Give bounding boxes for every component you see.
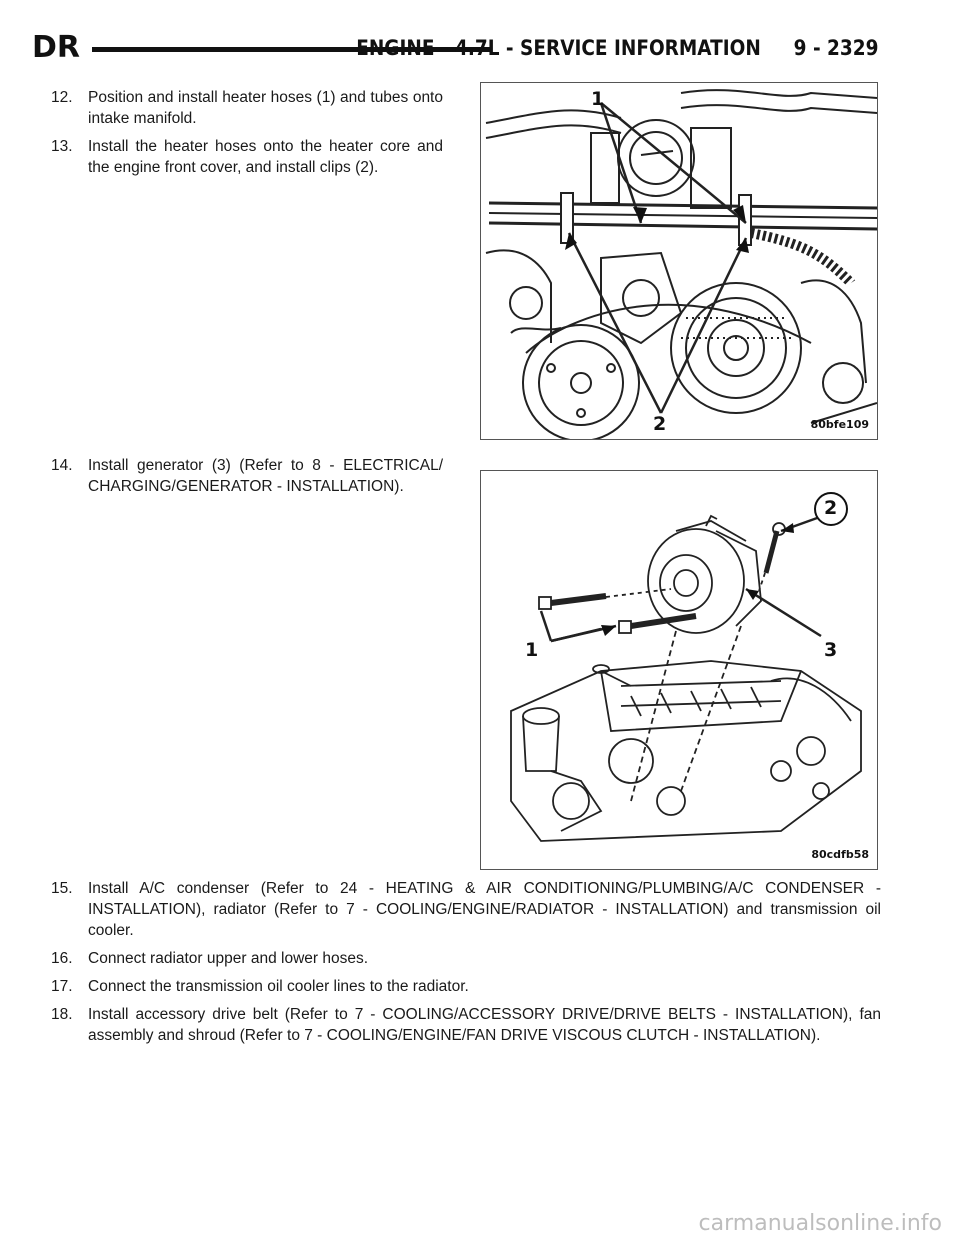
callout-label: 3 [824,639,838,661]
steps-group-c [51,878,881,1053]
list-item [51,976,881,997]
steps-group-b [51,455,443,504]
header-title-group [356,36,878,60]
step-text: Install the heater hoses onto the heater core and the engine front cover, and install clips (2). [88,138,443,176]
step-number: 15. [51,880,73,897]
list-item [51,948,881,969]
page-header [32,30,878,70]
list-item [51,455,443,497]
step-text: Connect the transmission oil cooler lines to the radiator. [88,978,469,995]
step-number: 16. [51,950,73,967]
callout-label: 1 [591,88,605,110]
figure-id: 80bfe109 [810,418,869,431]
step-text: Install A/C condenser (Refer to 24 - HEATING & AIR CONDITIONING/PLUMBING/A/C CONDENSER - INSTALLATION), radiator (Refer to 7 - COOLING/ENGINE/RADIATOR - INSTALLATION) and transmission oil cooler. [88,880,881,939]
steps-group-a [51,87,443,185]
step-number: 13. [51,138,73,155]
watermark: carmanualsonline.info [698,1211,942,1236]
step-number: 18. [51,1006,73,1023]
callout-label: 2 [653,413,667,435]
step-text: Install accessory drive belt (Refer to 7 - COOLING/ACCESSORY DRIVE/DRIVE BELTS - INSTALLATION), fan assembly and shroud (Refer to 7 - COOLING/ENGINE/FAN DRIVE VISCOUS CLUTCH - INSTALLATION). [88,1006,881,1044]
figure-id: 80cdfb58 [811,848,869,861]
heater-hoses-illustration [481,83,877,439]
figure-heater-hoses [480,82,878,440]
step-number: 17. [51,978,73,995]
step-text: Install generator (3) (Refer to 8 - ELECTRICAL/ CHARGING/GENERATOR - INSTALLATION). [88,457,443,495]
header-title: ENGINE - 4.7L - SERVICE INFORMATION [355,36,761,60]
figure-generator [480,470,878,870]
step-number: 12. [51,89,73,106]
list-item [51,136,443,178]
page-number: 9 - 2329 [793,36,878,60]
header-section-code: DR [32,30,81,65]
step-text: Position and install heater hoses (1) and tubes onto intake manifold. [88,89,443,127]
list-item [51,878,881,941]
generator-illustration [481,471,877,869]
list-item [51,1004,881,1046]
step-number: 14. [51,457,73,474]
callout-label: 1 [525,639,539,661]
list-item [51,87,443,129]
step-text: Connect radiator upper and lower hoses. [88,950,369,967]
callout-label: 2 [824,497,838,519]
